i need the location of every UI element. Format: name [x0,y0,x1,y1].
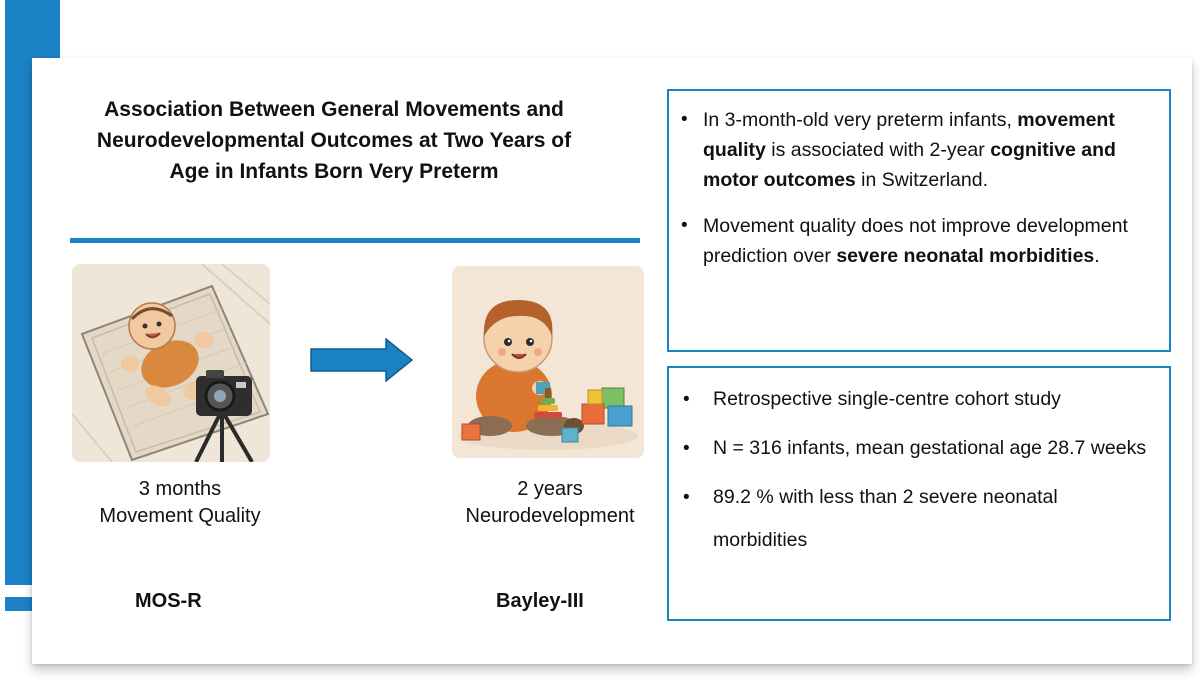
left-caption [70,476,290,530]
left-caption-age: 3 months [138,478,222,500]
finding-item: • In 3-month-old very preterm infants, movement quality is associated with 2-year cognitive and motor outcomes in Switzerland. [679,105,1157,195]
title-divider [70,238,640,243]
page-title: Association Between General Movements and Neurodevelopmental Outcomes at Two Years of Age in Infants Born Very Preterm [96,98,572,183]
tool-label-bayley: Bayley-III [496,590,584,612]
right-caption-age: 2 years [517,478,583,500]
baby-on-mat-icon [72,264,270,462]
accent-bar-top [5,0,60,58]
study-details-box [667,366,1171,621]
right-caption-measure: Neurodevelopment [465,505,635,527]
accent-bar-side [5,58,32,585]
key-findings-list [679,105,1157,271]
tool-label-mos-r: MOS-R [135,590,202,612]
study-detail-item: • N = 316 infants, mean gestational age 28.7 weeks [679,427,1157,470]
study-details-list [679,378,1157,562]
accent-bar-bottom [5,597,32,611]
right-arrow-icon [310,338,414,382]
toddler-blocks-illustration [452,266,644,458]
toddler-playing-icon [452,266,644,458]
right-caption [440,476,660,530]
key-findings-box [667,89,1171,352]
finding-item: • Movement quality does not improve development prediction over severe neonatal morbidities. [679,211,1157,271]
baby-camera-illustration [72,264,270,462]
left-caption-measure: Movement Quality [99,505,261,527]
study-detail-item: • 89.2 % with less than 2 severe neonatal morbidities [679,476,1157,562]
study-detail-item: • Retrospective single-centre cohort study [679,378,1157,421]
